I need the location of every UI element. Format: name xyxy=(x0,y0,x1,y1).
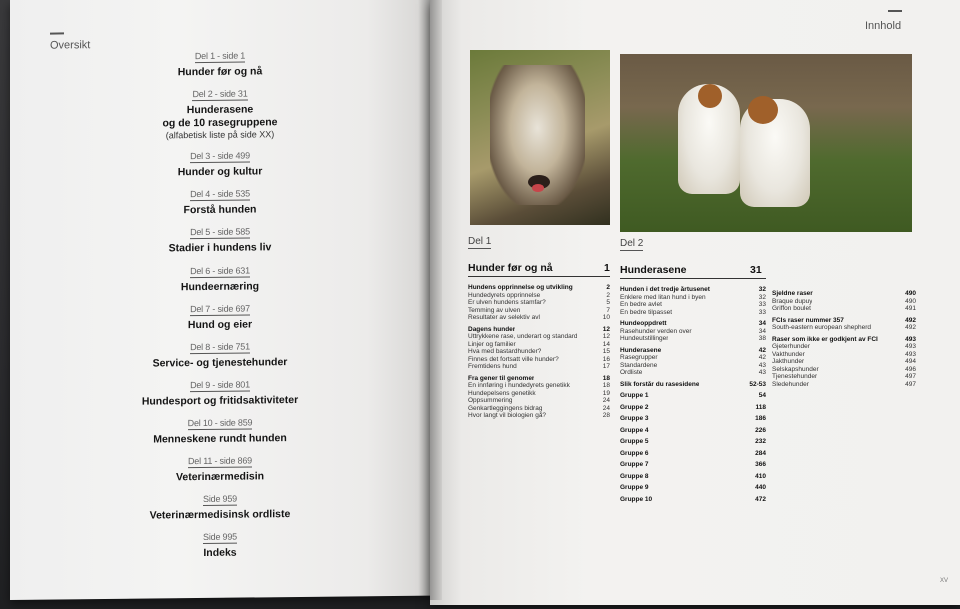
toc-heading-row xyxy=(620,450,766,458)
toc-entry-page: 472 xyxy=(755,495,766,503)
section-page-ref: Del 4 - side 535 xyxy=(190,188,250,200)
toc-entry-row xyxy=(620,309,766,317)
section-page-ref: Del 2 - side 31 xyxy=(192,88,248,100)
section-title: Hundeernæring xyxy=(180,279,260,293)
toc-heading-row xyxy=(620,347,766,355)
toc-entry-title: Gjeterhunder xyxy=(772,343,810,350)
section-page-ref: Side 995 xyxy=(203,532,237,543)
toc-heading-row xyxy=(620,473,766,481)
dog-tongue xyxy=(532,184,544,192)
section-page-ref: Del 6 - side 631 xyxy=(190,265,250,276)
toc-entry-row xyxy=(468,314,610,322)
toc-entry-title: Gruppe 7 xyxy=(620,461,649,468)
section-page-ref: Side 959 xyxy=(203,493,237,505)
toc-entry-title: En innføring i hundedyrets genetikk xyxy=(468,382,570,389)
toc-entry-title: Hvor langt vil biologien gå? xyxy=(468,412,547,419)
toc-entry-page: 496 xyxy=(905,365,916,373)
toc-entry-row xyxy=(620,328,766,336)
toc-entry-page: 490 xyxy=(905,297,916,305)
toc-heading-row xyxy=(620,392,766,400)
header-rule xyxy=(888,10,902,12)
toc-entry-page: 2 xyxy=(606,284,610,291)
toc-entry-title: South-eastern european shepherd xyxy=(772,324,872,331)
toc-heading-row xyxy=(620,461,766,469)
toc-entry-page: 232 xyxy=(755,438,766,445)
toc-entry-title: Raser som ikke er godkjent av FCI xyxy=(772,335,878,343)
toc-entry-row xyxy=(468,333,610,341)
toc-entry-title: Temming av ulven xyxy=(468,306,521,314)
section-title: Service- og tjenestehunder xyxy=(152,355,288,370)
toc-entry-row xyxy=(468,292,610,300)
toc-entry-title: Gruppe 4 xyxy=(620,426,649,434)
toc-entry-page: 33 xyxy=(758,308,766,316)
toc-entry-title: Hundepelsens genetikk xyxy=(468,389,536,397)
toc-entry-title: Dagens hunder xyxy=(468,325,516,333)
toc-entry-page: 14 xyxy=(602,340,610,348)
section-title: Hunder før og nå xyxy=(177,65,263,79)
page-number: XV xyxy=(940,578,949,584)
section-page-ref: Del 3 - side 499 xyxy=(190,150,250,162)
section-title: Menneskene rundt hunden xyxy=(153,432,287,446)
toc-entry-page: 491 xyxy=(905,305,916,312)
toc-entry-page: 24 xyxy=(602,404,610,412)
part-page-1: 1 xyxy=(604,262,610,274)
toc-entry-title: Hundens opprinnelse og utvikling xyxy=(468,284,573,291)
overview-section xyxy=(120,259,320,294)
toc-entry-page: 34 xyxy=(758,320,766,327)
terriers-photo xyxy=(620,54,912,232)
toc-heading-row xyxy=(620,404,766,412)
section-title: Hunder og kultur xyxy=(177,165,263,179)
toc-entry-title: En bedre avlet xyxy=(620,301,662,308)
toc-entry-page: 12 xyxy=(602,333,610,340)
toc-entry-title: Hunden i det tredje årtusenet xyxy=(620,286,710,293)
toc-heading-row xyxy=(620,438,766,446)
section-title: Veterinærmedisin xyxy=(175,470,265,484)
toc-entry-title: Selskapshunder xyxy=(772,365,819,373)
toc-entry-title: Gruppe 2 xyxy=(620,403,649,411)
toc-entry-page: 42 xyxy=(758,346,766,354)
toc-entry-row xyxy=(620,354,766,362)
section-note: (alfabetisk liste på side XX) xyxy=(165,129,275,141)
overview-section xyxy=(120,297,320,332)
toc-entry-row xyxy=(772,381,916,389)
toc-entry-row xyxy=(620,294,766,302)
toc-heading-row xyxy=(620,415,766,423)
wolfdog-photo xyxy=(470,50,610,225)
toc-entry-title: Hundedyrets opprinnelse xyxy=(468,291,541,299)
section-title: Hunderasene xyxy=(186,103,254,117)
toc-entry-title: Ordliste xyxy=(620,369,643,376)
toc-entry-row xyxy=(468,390,610,398)
overview-section xyxy=(120,145,320,180)
toc-entry-page: 118 xyxy=(755,403,766,411)
overview-section xyxy=(120,450,320,485)
section-page-ref: Del 8 - side 751 xyxy=(190,341,250,352)
toc-entry-title: FCIs raser nummer 357 xyxy=(772,316,844,324)
toc-entry-row xyxy=(772,373,916,381)
toc-entry-row xyxy=(468,405,610,413)
toc-entry-page: 440 xyxy=(755,484,766,491)
toc-entry-title: Gruppe 5 xyxy=(620,438,649,445)
toc-entry-page: 28 xyxy=(602,412,610,419)
toc-entry-page: 38 xyxy=(758,335,766,342)
toc-entry-title: Uttrykkene rase, underart og standard xyxy=(468,333,578,340)
toc-entry-page: 16 xyxy=(602,355,610,363)
toc-entry-title: Er ulven hundens stamfar? xyxy=(468,299,546,306)
toc-entry-title: Sjeldne raser xyxy=(772,290,813,297)
toc-heading-row xyxy=(620,496,766,504)
toc-entry-title: Finnes det fortsatt ville hunder? xyxy=(468,355,559,363)
toc-column-1 xyxy=(468,280,610,420)
overview-section xyxy=(120,221,320,256)
toc-heading-row xyxy=(468,326,610,334)
toc-entry-page: 17 xyxy=(602,363,610,370)
toc-entry-row xyxy=(772,343,916,351)
overview-section xyxy=(120,412,320,447)
toc-entry-page: 18 xyxy=(602,374,610,382)
toc-entry-page: 43 xyxy=(758,361,766,369)
book-gutter xyxy=(418,0,442,600)
toc-heading-row xyxy=(772,290,916,298)
toc-entry-page: 34 xyxy=(758,327,766,335)
toc-entry-title: Gruppe 8 xyxy=(620,472,649,480)
toc-entry-title: Gruppe 10 xyxy=(620,495,653,503)
toc-entry-page: 43 xyxy=(758,369,766,376)
toc-entry-title: Fra gener til genomer xyxy=(468,374,535,382)
toc-entry-page: 490 xyxy=(905,290,916,297)
overview-list xyxy=(120,45,320,567)
toc-entry-page: 18 xyxy=(602,382,610,389)
toc-entry-title: Braque dupuy xyxy=(772,297,813,305)
toc-heading-row xyxy=(620,484,766,492)
section-title: Veterinærmedisinsk ordliste xyxy=(149,508,291,522)
toc-heading-row xyxy=(620,286,766,294)
toc-entry-row xyxy=(620,362,766,370)
toc-entry-row xyxy=(468,382,610,390)
part-rule-2 xyxy=(620,278,766,279)
toc-entry-title: Hva med bastardhunder? xyxy=(468,348,542,355)
toc-entry-row xyxy=(468,341,610,349)
toc-entry-page: 5 xyxy=(606,299,610,306)
toc-entry-row xyxy=(468,397,610,405)
toc-entry-title: Gruppe 9 xyxy=(620,484,649,491)
toc-entry-page: 12 xyxy=(602,325,610,333)
toc-entry-page: 494 xyxy=(905,358,916,365)
part-rule-1 xyxy=(468,276,610,277)
toc-entry-page: 493 xyxy=(905,350,916,358)
toc-entry-page: 42 xyxy=(758,354,766,361)
right-page-header: Innhold xyxy=(865,20,902,32)
toc-entry-page: 492 xyxy=(905,316,916,324)
toc-entry-title: Standardene xyxy=(620,361,658,369)
toc-entry-title: Enklere med litan hund i byen xyxy=(620,293,706,301)
toc-entry-page: 497 xyxy=(905,380,916,388)
toc-heading-row xyxy=(468,284,610,292)
toc-entry-title: Rasehunder verden over xyxy=(620,327,692,335)
toc-entry-row xyxy=(772,366,916,374)
toc-entry-page: 7 xyxy=(606,306,610,314)
toc-entry-row xyxy=(772,351,916,359)
toc-heading-row xyxy=(772,336,916,344)
part-page-2: 31 xyxy=(750,264,762,276)
toc-entry-title: Slik forstår du rasesidene xyxy=(620,380,700,388)
toc-entry-title: Gruppe 3 xyxy=(620,415,649,422)
section-subtitle: og de 10 rasegruppene xyxy=(162,116,278,130)
overview-section xyxy=(120,374,320,409)
toc-heading-row xyxy=(620,320,766,328)
section-page-ref: Del 9 - side 801 xyxy=(190,379,250,391)
toc-entry-title: Vakthunder xyxy=(772,350,805,358)
section-page-ref: Del 7 - side 697 xyxy=(190,303,250,314)
toc-entry-row xyxy=(772,358,916,366)
overview-section xyxy=(120,488,320,523)
toc-entry-title: Hunderasene xyxy=(620,346,662,354)
toc-entry-row xyxy=(468,348,610,356)
toc-entry-page: 15 xyxy=(602,348,610,355)
overview-section xyxy=(120,83,320,142)
toc-entry-page: 284 xyxy=(755,449,766,457)
section-title: Forstå hunden xyxy=(183,203,257,217)
toc-entry-page: 33 xyxy=(758,301,766,308)
terrier-left-patch xyxy=(698,84,722,108)
section-page-ref: Del 1 - side 1 xyxy=(194,50,246,62)
section-title: Hundesport og fritidsaktiviteter xyxy=(141,393,299,408)
toc-entry-row xyxy=(772,324,916,332)
toc-heading-row xyxy=(772,317,916,325)
toc-entry-page: 2 xyxy=(606,291,610,299)
section-title: Indeks xyxy=(203,547,237,560)
toc-entry-title: Fremtidens hund xyxy=(468,363,517,370)
toc-entry-row xyxy=(620,369,766,377)
section-page-ref: Del 10 - side 859 xyxy=(187,417,253,429)
left-page-header: Oversikt xyxy=(50,39,91,52)
toc-entry-page: 366 xyxy=(755,461,766,468)
toc-entry-page: 492 xyxy=(905,324,916,331)
toc-heading-row xyxy=(620,427,766,435)
toc-entry-row xyxy=(468,356,610,364)
toc-entry-row xyxy=(468,412,610,420)
toc-entry-row xyxy=(772,305,916,313)
toc-entry-title: Sledehunder xyxy=(772,380,809,388)
toc-entry-page: 10 xyxy=(602,314,610,321)
section-page-ref: Del 5 - side 585 xyxy=(190,226,250,238)
toc-entry-page: 19 xyxy=(602,389,610,397)
overview-section xyxy=(120,526,320,561)
toc-entry-title: Hundeutstillinger xyxy=(620,335,669,342)
toc-entry-title: Gruppe 1 xyxy=(620,392,649,399)
section-title: Hund og eier xyxy=(187,318,253,331)
toc-entry-title: Gruppe 6 xyxy=(620,449,649,457)
toc-column-2 xyxy=(620,282,766,503)
part-title-1: Hunder før og nå xyxy=(468,262,553,274)
toc-entry-page: 32 xyxy=(758,293,766,301)
toc-column-3 xyxy=(772,286,916,388)
toc-entry-row xyxy=(468,307,610,315)
toc-entry-title: En bedre tilpasset xyxy=(620,308,673,316)
toc-entry-title: Resultater av selektiv avl xyxy=(468,314,540,321)
toc-entry-page: 32 xyxy=(758,286,766,293)
toc-entry-title: Griffon boulet xyxy=(772,305,811,312)
toc-entry-page: 24 xyxy=(602,397,610,404)
toc-entry-page: 52-53 xyxy=(749,380,766,388)
toc-entry-row xyxy=(620,335,766,343)
overview-section xyxy=(120,45,320,80)
toc-entry-page: 186 xyxy=(755,415,766,422)
toc-entry-title: Genkartleggingens bidrag xyxy=(468,404,543,412)
toc-entry-page: 226 xyxy=(755,426,766,434)
toc-entry-page: 493 xyxy=(905,343,916,350)
part-label-2: Del 2 xyxy=(620,238,644,249)
overview-section xyxy=(120,336,320,371)
toc-heading-row xyxy=(620,381,766,389)
toc-entry-row xyxy=(468,363,610,371)
toc-entry-page: 54 xyxy=(758,392,766,399)
toc-entry-title: Hundeoppdrett xyxy=(620,320,667,327)
toc-entry-page: 493 xyxy=(905,335,916,343)
toc-entry-title: Oppsummering xyxy=(468,397,513,404)
terrier-right-patch xyxy=(748,96,778,124)
toc-entry-title: Rasegrupper xyxy=(620,354,658,361)
toc-entry-row xyxy=(620,301,766,309)
toc-heading-row xyxy=(468,375,610,383)
overview-section xyxy=(120,183,320,218)
toc-entry-title: Tjenestehunder xyxy=(772,373,818,380)
left-page xyxy=(10,0,430,600)
part-label-1: Del 1 xyxy=(468,236,492,247)
section-page-ref: Del 11 - side 869 xyxy=(188,455,252,467)
toc-entry-title: Jakthunder xyxy=(772,358,805,365)
part-title-2: Hunderasene xyxy=(620,264,687,276)
toc-entry-page: 497 xyxy=(905,373,916,380)
toc-entry-row xyxy=(772,298,916,306)
header-rule xyxy=(50,32,64,34)
toc-entry-row xyxy=(468,299,610,307)
toc-entry-page: 410 xyxy=(755,472,766,480)
toc-entry-title: Linjer og familier xyxy=(468,340,516,348)
section-title: Stadier i hundens liv xyxy=(168,241,272,255)
